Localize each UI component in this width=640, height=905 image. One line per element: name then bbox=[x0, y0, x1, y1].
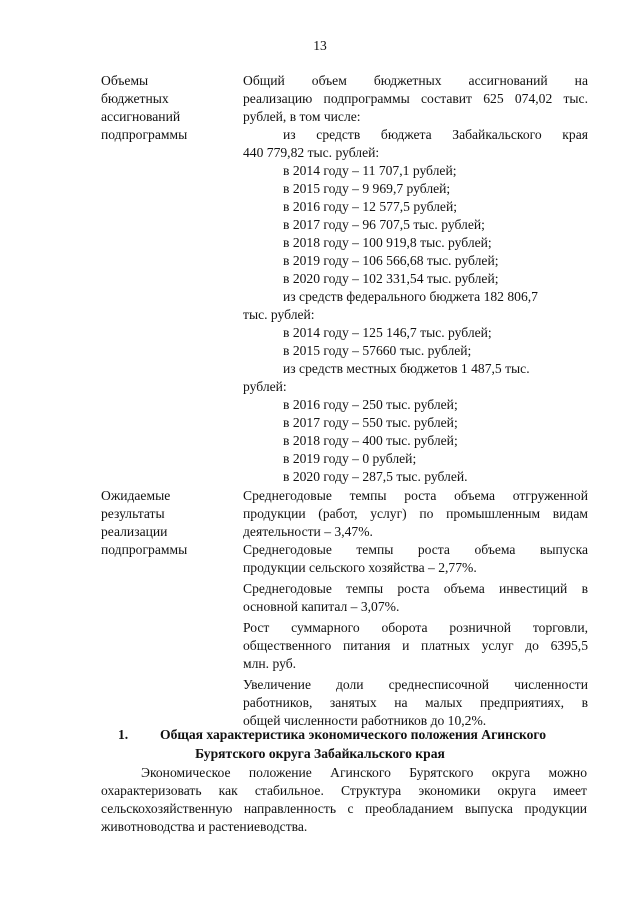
section-title-line: Общая характеристика экономического положения Агинского bbox=[160, 727, 547, 742]
regional-year-item: в 2015 году – 9 969,7 рублей; bbox=[283, 181, 451, 196]
results-content bbox=[243, 487, 588, 730]
regional-year-item: в 2017 году – 96 707,5 тыс. рублей; bbox=[283, 217, 485, 232]
budget-content bbox=[243, 72, 588, 486]
paragraph-line: сельскохозяйственную направленность с преобладанием выпуска продукции bbox=[101, 801, 587, 816]
budget-total-line: реализацию подпрограммы составит 625 074,02 тыс. bbox=[243, 91, 588, 106]
regional-budget-line: из средств бюджета Забайкальского края bbox=[283, 127, 588, 142]
budget-label-line: подпрограммы bbox=[101, 127, 188, 142]
results-label-line: результаты bbox=[101, 506, 165, 521]
federal-year-item: в 2014 году – 125 146,7 тыс. рублей; bbox=[283, 325, 492, 340]
paragraph-line: животноводства и растениеводства. bbox=[101, 819, 308, 834]
local-year-item: в 2018 году – 400 тыс. рублей; bbox=[283, 433, 458, 448]
budget-label-line: бюджетных bbox=[101, 91, 169, 106]
result-item bbox=[243, 487, 588, 541]
result-line: Среднегодовые темпы роста объема выпуска bbox=[243, 542, 588, 557]
budget-total-line: рублей, в том числе: bbox=[243, 109, 361, 124]
federal-budget-line: из средств федерального бюджета 182 806,7 bbox=[283, 289, 538, 304]
result-line: деятельности – 3,47%. bbox=[243, 524, 373, 539]
result-line: Рост суммарного оборота розничной торговли, bbox=[243, 620, 588, 635]
regional-year-item: в 2018 году – 100 919,8 тыс. рублей; bbox=[283, 235, 492, 250]
page-number: 13 bbox=[313, 38, 327, 53]
regional-year-item: в 2019 году – 106 566,68 тыс. рублей; bbox=[283, 253, 499, 268]
budget-label-line: ассигнований bbox=[101, 109, 181, 124]
local-year-item: в 2019 году – 0 рублей; bbox=[283, 451, 417, 466]
result-line: продукции (работ, услуг) по промышленным видам bbox=[243, 506, 588, 521]
result-line: продукции сельского хозяйства – 2,77%. bbox=[243, 560, 477, 575]
regional-budget-line: 440 779,82 тыс. рублей: bbox=[243, 145, 380, 160]
regional-year-item: в 2016 году – 12 577,5 рублей; bbox=[283, 199, 458, 214]
results-label-line: Ожидаемые bbox=[101, 488, 171, 503]
body-paragraph bbox=[101, 764, 587, 836]
result-line: Увеличение доли среднесписочной численности bbox=[243, 677, 588, 692]
local-budget-line: рублей: bbox=[243, 379, 287, 394]
paragraph-line: Экономическое положение Агинского Бурятского округа можно bbox=[141, 765, 587, 780]
federal-year-item: в 2015 году – 57660 тыс. рублей; bbox=[283, 343, 472, 358]
budget-label-line: Объемы bbox=[101, 73, 149, 88]
paragraph-line: охарактеризовать как стабильное. Структура экономики округа имеет bbox=[101, 783, 587, 798]
result-item bbox=[243, 580, 588, 616]
result-item bbox=[243, 619, 588, 673]
budget-label bbox=[101, 72, 236, 144]
results-label-line: реализации bbox=[101, 524, 168, 539]
result-line: общественного питания и платных услуг до 6395,5 bbox=[243, 638, 588, 653]
local-year-item: в 2020 году – 287,5 тыс. рублей. bbox=[283, 469, 468, 484]
local-budget-line: из средств местных бюджетов 1 487,5 тыс. bbox=[283, 361, 530, 376]
local-year-item: в 2016 году – 250 тыс. рублей; bbox=[283, 397, 458, 412]
budget-total-line: Общий объем бюджетных ассигнований на bbox=[243, 73, 588, 88]
result-line: Среднегодовые темпы роста объема инвестиций в bbox=[243, 581, 588, 596]
regional-year-item: в 2014 году – 11 707,1 рублей; bbox=[283, 163, 457, 178]
section-number: 1. bbox=[118, 727, 129, 742]
result-item bbox=[243, 541, 588, 577]
result-line: Среднегодовые темпы роста объема отгруженной bbox=[243, 488, 588, 503]
regional-year-item: в 2020 году – 102 331,54 тыс. рублей; bbox=[283, 271, 499, 286]
local-year-item: в 2017 году – 550 тыс. рублей; bbox=[283, 415, 458, 430]
result-line: основной капитал – 3,07%. bbox=[243, 599, 400, 614]
result-line: работников, занятых на малых предприятиях, в bbox=[243, 695, 588, 710]
result-line: общей численности работников до 10,2%. bbox=[243, 713, 487, 728]
results-label-line: подпрограммы bbox=[101, 542, 188, 557]
results-label bbox=[101, 487, 236, 559]
federal-budget-line: тыс. рублей: bbox=[243, 307, 315, 322]
section-title-line: Бурятского округа Забайкальского края bbox=[195, 746, 445, 761]
result-item bbox=[243, 676, 588, 730]
result-line: млн. руб. bbox=[243, 656, 297, 671]
